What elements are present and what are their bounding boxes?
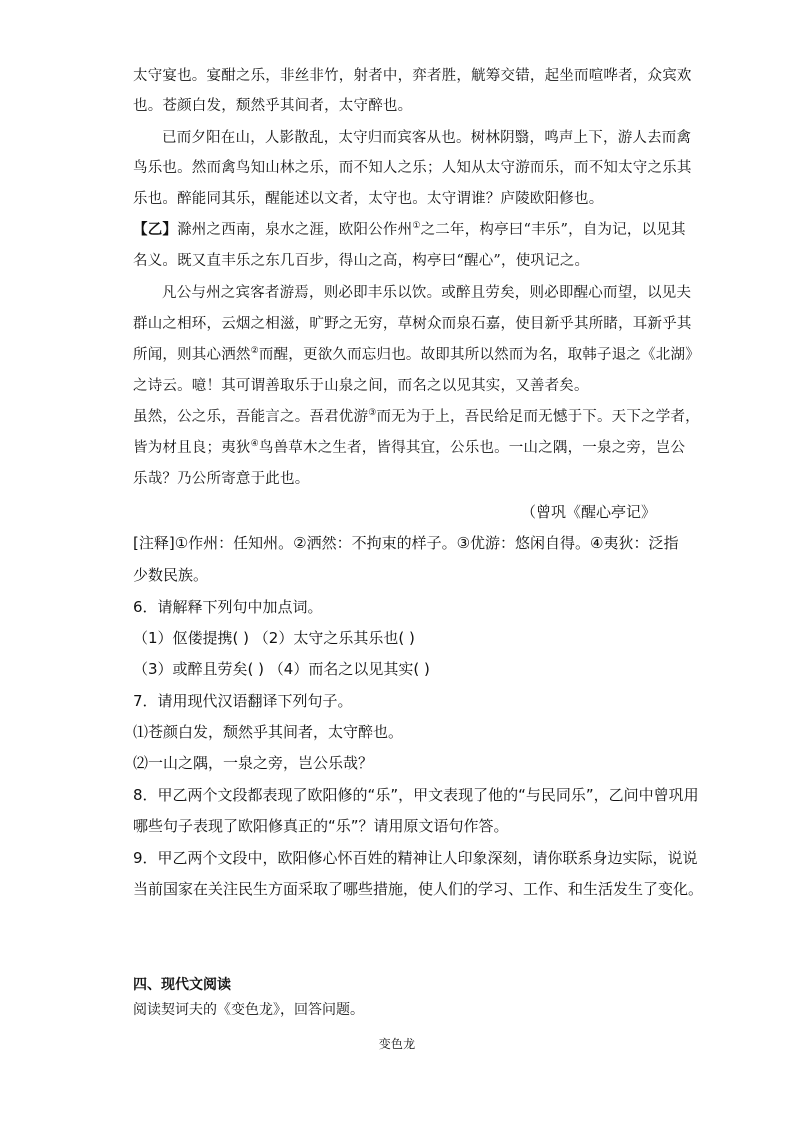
passage-jia-line-1: 太守宴也。宴酣之乐，非丝非竹，射者中，弈者胜，觥筹交错，起坐而喧哗者，众宾欢 <box>133 68 692 84</box>
passage-yi-line-2: 名义。既又直丰乐之东几百步，得山之高，构亭曰“醒心”，使巩记之。 <box>133 253 590 269</box>
notes-line-1: [注释]①作州：任知州。②洒然：不拘束的样子。③优游：悠闲自得。④夷狄：泛指 <box>133 534 679 552</box>
passage-yi-line-3: 凡公与州之宾客者游焉，则必即丰乐以饮。或醉且劳矣，则必即醒心而望，以见夫 <box>162 285 692 301</box>
question-9-line-2: 当前国家在关注民生方面采取了哪些措施，使人们的学习、工作、和生活发生了变化。 <box>133 880 704 898</box>
passage-jia-line-3: 已而夕阳在山，人影散乱，太守归而宾客从也。树林阴翳，鸣声上下，游人去而禽 <box>162 130 692 146</box>
question-6: 6．请解释下列句中加点词。 <box>133 598 323 616</box>
passage-yi-label: 【乙】 <box>133 221 178 238</box>
passage-yi-line-8: 皆为材且良；夷狄④鸟兽草木之生者，皆得其宜，公乐也。一山之隅，一泉之旁，岂公 <box>133 439 686 456</box>
story-title: 变色龙 <box>378 1037 416 1051</box>
passage-yi-line-1: 【乙】滁州之西南，泉水之涯，欧阳公作州①之二年，构亭曰“丰乐”，自为记，以见其 <box>133 221 686 238</box>
section-4-heading: 四、现代文阅读 <box>133 977 231 993</box>
notes-line-2: 少数民族。 <box>133 566 209 584</box>
passage-yi-line-5: 所闻，则其心洒然②而醒，更欲久而忘归也。故即其所以然而为名，取韩子退之《北湖》 <box>133 346 700 363</box>
passage-yi-line-7: 虽然，公之乐，吾能言之。吾君优游③而无为于上，吾民给足而无憾于下。天下之学者， <box>133 408 700 425</box>
question-6-row-1: （1）伛偻提携( ) （2）太守之乐其乐也( ) <box>133 629 415 647</box>
question-7-sentence-2: ⑵一山之隅，一泉之旁，岂公乐哉？ <box>133 754 374 772</box>
note-marker-3: ③ <box>368 408 377 419</box>
section-4-instruction: 阅读契诃夫的《变色龙》，回答问题。 <box>133 1002 364 1018</box>
passage-yi-line-9: 乐哉？乃公所寄意于此也。 <box>133 471 310 487</box>
passage-jia-line-4: 鸟乐也。然而禽鸟知山林之乐，而不知人之乐；人知从太守游而乐，而不知太守之乐其 <box>133 160 692 176</box>
passage-source: （曾巩《醒心亭记》 <box>520 503 656 521</box>
question-8-line-1: 8．甲乙两个文段都表现了欧阳修的“乐”，甲文表现了他的“与民同乐”，乙问中曾巩用 <box>133 786 699 804</box>
question-6-row-2: （3）或醉且劳矣( ) （4）而名之以见其实( ) <box>133 660 430 678</box>
note-marker-4: ④ <box>250 439 259 450</box>
passage-yi-line-6: 之诗云。噫！其可谓善取乐于山泉之间，而名之以见其实，又善者矣。 <box>133 378 589 394</box>
question-7: 7．请用现代汉语翻译下列句子。 <box>133 692 353 710</box>
passage-yi-line-4: 群山之相环，云烟之相滋，旷野之无穷，草树众而泉石嘉，使目新乎其所睹，耳新乎其 <box>133 316 692 332</box>
note-marker-1: ① <box>412 221 421 232</box>
passage-jia-line-5: 乐也。醉能同其乐，醒能述以文者，太守也。太守谓谁？庐陵欧阳修也。 <box>133 191 604 207</box>
passage-jia-line-2: 也。苍颜白发，颓然乎其间者，太守醉也。 <box>133 98 413 114</box>
note-marker-2: ② <box>250 346 259 357</box>
question-8-line-2: 哪些句子表现了欧阳修真正的“乐”？请用原文语句作答。 <box>133 817 509 835</box>
question-7-sentence-1: ⑴苍颜白发，颓然乎其间者，太守醉也。 <box>133 723 404 741</box>
question-9-line-1: 9．甲乙两个文段中，欧阳修心怀百姓的精神让人印象深刻，请你联系身边实际，说说 <box>133 849 698 867</box>
